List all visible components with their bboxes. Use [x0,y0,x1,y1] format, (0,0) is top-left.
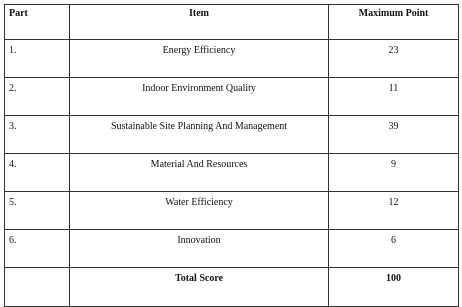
header-part: Part [5,5,70,40]
table-row [5,192,459,230]
table-row [5,230,459,268]
total-score-value: 100 [329,268,459,307]
part-number: 2. [5,78,70,116]
item-name: Indoor Environment Quality [70,78,329,116]
item-name: Energy Efficiency [70,40,329,78]
item-name: Sustainable Site Planning And Management [70,116,329,154]
part-number: 3. [5,116,70,154]
total-row [5,268,459,307]
total-part-empty [5,268,70,307]
maximum-point: 6 [329,230,459,268]
maximum-point: 12 [329,192,459,230]
maximum-point: 11 [329,78,459,116]
maximum-point: 9 [329,154,459,192]
part-number: 1. [5,40,70,78]
part-number: 6. [5,230,70,268]
part-number: 4. [5,154,70,192]
maximum-point: 39 [329,116,459,154]
maximum-point: 23 [329,40,459,78]
score-table [4,4,459,307]
table-header-row [5,5,459,40]
total-score-label: Total Score [70,268,329,307]
item-name: Innovation [70,230,329,268]
part-number: 5. [5,192,70,230]
header-item: Item [70,5,329,40]
table-row [5,78,459,116]
header-maximum-point: Maximum Point [329,5,459,40]
item-name: Material And Resources [70,154,329,192]
table-row [5,154,459,192]
item-name: Water Efficiency [70,192,329,230]
table-row [5,116,459,154]
table-row [5,40,459,78]
